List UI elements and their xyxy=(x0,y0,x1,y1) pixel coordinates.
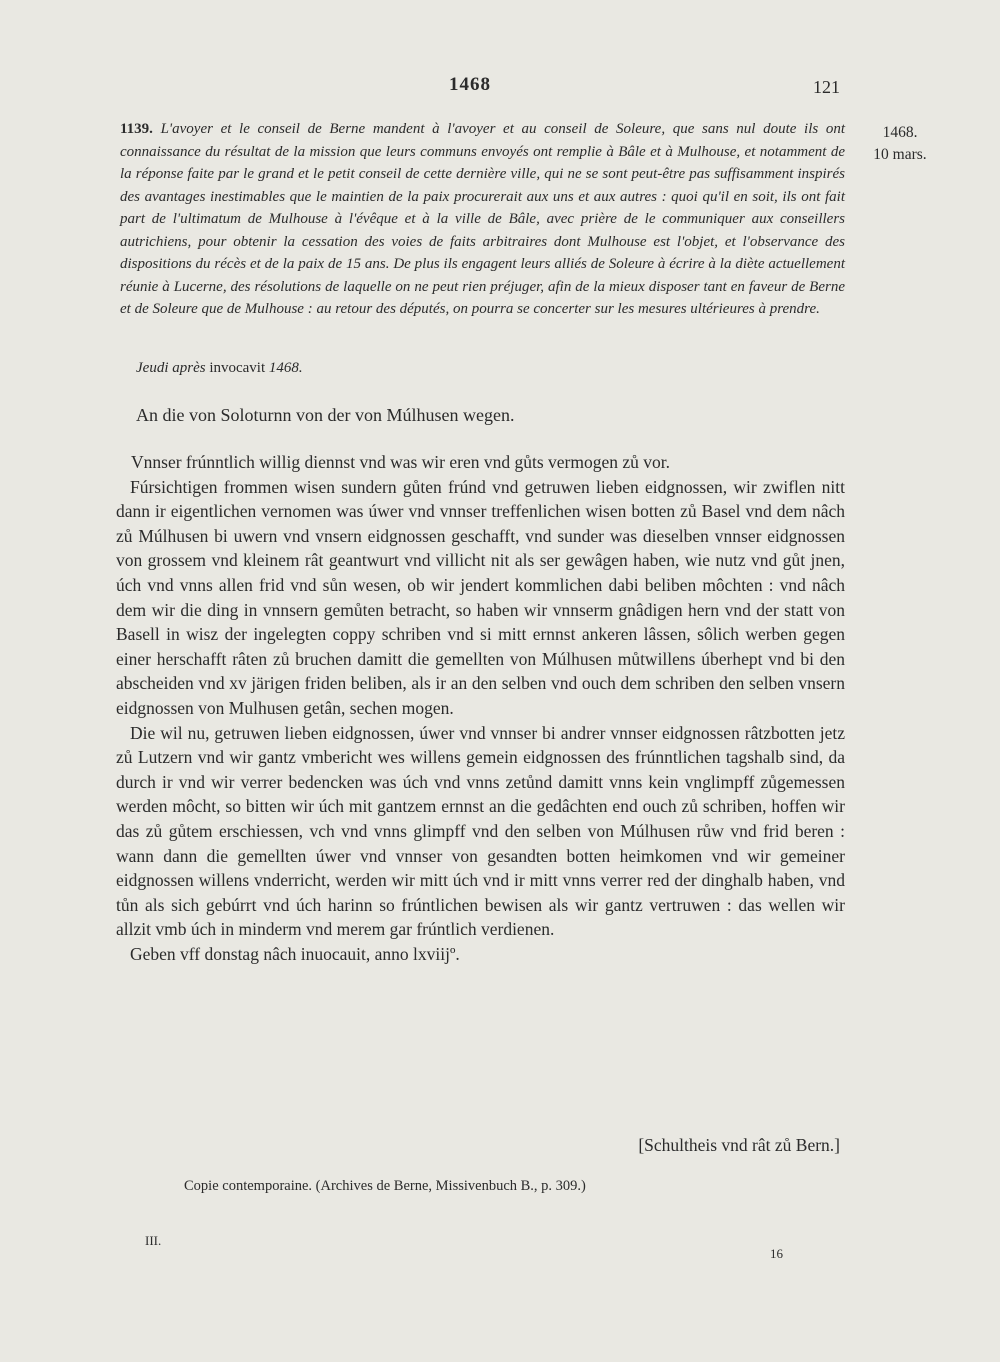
regest-date-year: 1468. xyxy=(268,360,303,376)
letter-paragraph-2: Die wil nu, getruwen lieben eidgnossen, úwer vnd vnnser bi andrer vnnser eidgnossen râtzbotten jetz zů Lutzern vnd wir gantz vmbericht wes willens gemein eidgnossen des frúnntlichen tagshalb sind, da durch ir vnd wir verrer bedencken was úch vnd vnns zetůnd damitt vnns kein vnglimpff zůgemessen werden môcht, so bitten wir úch mit gantzem ernnst an die gedâchten end ouch zů schriben, hoffen wir das zů gůtem erschiessen, vch vnd vnns glimpff vnd den selben von Múlhusen růw vnd frid beren : wann dann die gemellten úwer vnd vnnser von gesandten botten heimkomen vnd wir gemeiner eidgnossen willens vnderricht, werden wir mitt úch vnd ir mitt vnns verrer red der dinghalb haben, vnd tůn als sich gebúrrt vnd úch harinn so frúntlichen bewisen als wir gantz vertruwen : das wellen wir allzit vmb úch in minderm vnd merem gar frúntlich verdienen. xyxy=(116,722,845,940)
signature-mark: III. xyxy=(145,1233,162,1248)
letter-address: An die von Soloturnn von der von Múlhusen wegen. xyxy=(136,405,515,425)
margin-year: 1468. xyxy=(882,124,918,141)
sheet-number: 16 xyxy=(770,1246,783,1261)
regest-summary xyxy=(120,118,845,321)
letter-signature: [Schultheis vnd rât zů Bern.] xyxy=(638,1135,840,1155)
margin-date xyxy=(860,122,940,166)
running-title-year: 1468 xyxy=(449,74,491,95)
page-number: 121 xyxy=(813,77,840,97)
letter-body xyxy=(116,450,845,966)
letter-greeting: Vnnser frúnntlich willig diennst vnd was wir eren vnd gůts vermogen zů vor. xyxy=(131,452,670,472)
regest-date-prefix: Jeudi après xyxy=(136,360,206,376)
regest-text: L'avoyer et le conseil de Berne mandent à l'avoyer et au conseil de Soleure, que sans nul doute ils ont connaissance du résultat de la mission que leurs communs envoyés ont remplie à Bâle et à Mulhouse, et notamment de la réponse faite par le grand et le petit conseil de cette dernière ville, qui ne se sont peut-être pas suffisamment inspirés des avantages inestimables que le maintien de la paix procurerait aux uns et aux autres : quoi qu'il en soit, ils ont fait part de l'ultimatum de Mulhouse à l'évêque et à la ville de Bâle, avec prière de le communiquer aux conseillers autrichiens, pour obtenir la cessation des voies de faits arbitraires dont Mulhouse est l'objet, et l'observance des dispositions du récès et de la paix de 15 ans. De plus ils engagent leurs alliés de Soleure à écrire à la diète actuellement réunie à Lucerne, des résolutions de laquelle on ne peut rien préjuger, afin de la mieux disposer tant en faveur de Berne et de Soleure que de Mulhouse : au retour des députés, on pourra se concerter sur les mesures ultérieures à prendre. xyxy=(120,121,846,317)
source-note: Copie contemporaine. (Archives de Berne, Missivenbuch B., p. 309.) xyxy=(184,1178,586,1194)
margin-day: 10 mars. xyxy=(873,146,927,163)
regest-date-roman: invocavit xyxy=(209,360,266,376)
document-number: 1139. xyxy=(120,121,153,137)
regest-date xyxy=(136,360,636,377)
letter-date-line: Geben vff donstag nâch inuocauit, anno lxviijº. xyxy=(130,943,460,964)
letter-paragraph-1: Fúrsichtigen frommen wisen sundern gůten frúnd vnd getruwen lieben eidgnossen, wir zwiflen nitt dann ir eigentlichen vernomen was úwer vnd vnnser treffenlichen wisen botten zů Basel vnd dem nâch zů Múlhusen bi uwern vnd vnsern eidgnossen geschafft, vnd sunder was dieselben vnnser eidgnossen von grossem vnd kleinem rât geantwurt vnd villicht nit als ser gewâgen haben, wie nutz vnd gůt jnen, úch vnd vnns allen frid vnd sůn wesen, ob wir jendert kommlichen dabi beliben môchten : vnd nâch dem wir die ding in vnnsern gemůten betracht, so haben wir vnnserm gnâdigen hern vnd der statt von Basell in wisz der ingelegten coppy schriben vnd si mitt ernnst ankeren lâssen, sôlich werben gegen einer herschafft râten zů bruchen damitt die gemellten von Múlhusen můtwillens úberhept vnd bi den abscheiden vnd xv järigen friden beliben, als ir an den selben vnd ouch dem schriben den selben vnsern eidgnossen von Mulhusen getân, sechen mogen. xyxy=(116,476,845,718)
